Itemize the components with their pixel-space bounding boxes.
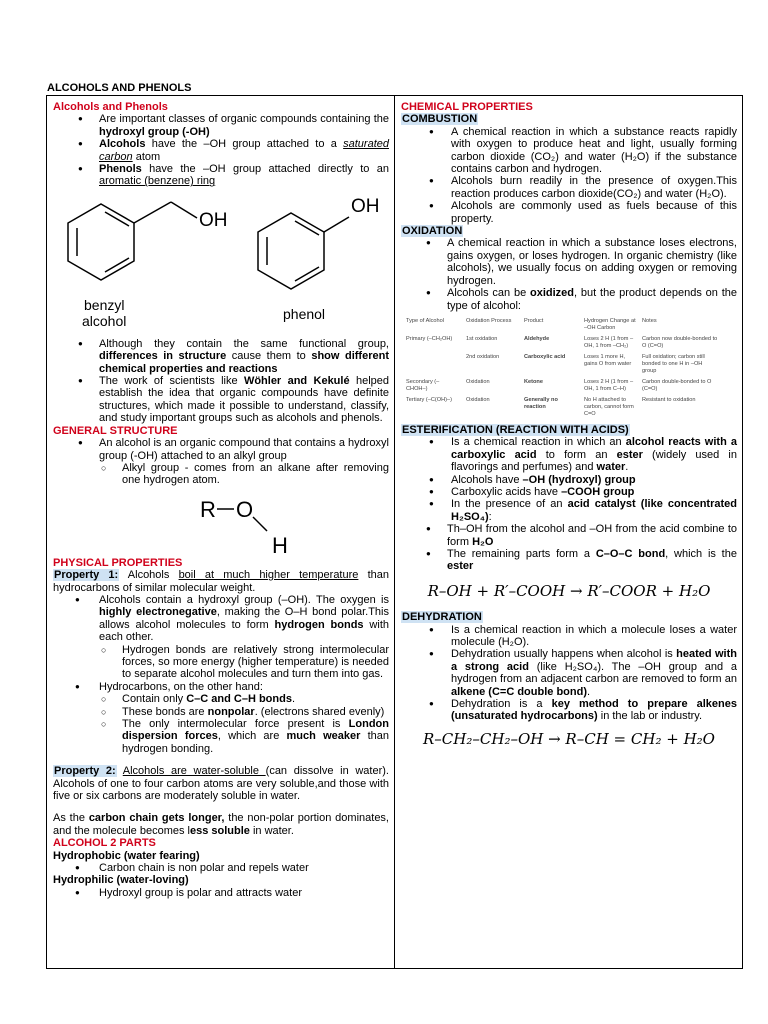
structure-notes-list: [53, 338, 389, 425]
combustion-heading: COMBUSTION: [402, 113, 478, 126]
combustion-list: [401, 126, 737, 225]
property-1-sub-bullet-3: ○ These bonds are nonpolar. (electrons shared evenly): [53, 706, 389, 718]
property-1-list: [53, 594, 389, 755]
table-row: 2nd oxidation Carboxylic acid Loses 1 more H, gains O from water Full oxidation; carbon still bonded to one H in –OH group: [466, 353, 705, 374]
ester-bullet-2: ● Alcohols have –OH (hydroxyl) group: [401, 474, 737, 486]
esterification-equation: R–OH + R′–COOH → R′–COOR + H₂O: [427, 581, 711, 600]
hydrophobic-bullet: ● Carbon chain is non polar and repels water: [53, 862, 389, 874]
ester-sub-bullet-1: ● Th–OH from the alcohol and –OH from the acid combine to form H₂O: [401, 523, 737, 548]
physical-properties-heading: PHYSICAL PROPERTIES: [53, 556, 183, 569]
esterification-list: [401, 436, 737, 572]
benzyl-oh-label: OH: [199, 209, 228, 231]
table-row: Secondary (–CHOH–) Oxidation Ketone Loses 2 H (1 from –OH, 1 from C–H) Carbon double-bonded to O (C=O): [406, 378, 712, 392]
general-structure-heading: GENERAL STRUCTURE: [53, 424, 178, 437]
oxidation-bullet-1: ● A chemical reaction in which a substance loses electrons, gains oxygen, or loses hydrogen. In organic chemistry (like alcohols), we usually focus on adding oxygen or removing hydrogen.: [401, 237, 737, 287]
chemical-properties-heading: CHEMICAL PROPERTIES: [401, 101, 533, 113]
combustion-bullet-2: ● Alcohols burn readily in the presence of oxygen.This reaction produces carbon dioxide(CO₂) and water (H₂O).: [401, 175, 737, 200]
oxidation-table-header: Type of Alcohol Oxidation Process Product Hydrogen Change at –OH Carbon Notes: [406, 317, 657, 331]
benzyl-phenol-structures: [53, 188, 389, 338]
dehydration-bullet-1: ● Is a chemical reaction in which a molecule loses a water molecule (H₂O).: [401, 624, 737, 649]
dehydration-equation: R–CH₂–CH₂–OH → R–CH = CH₂ + H₂O: [423, 729, 715, 748]
column-divider: [394, 96, 395, 968]
structure-bullet-2: ● The work of scientists like Wöhler and Kekulé helped establish the idea that organic compounds have definite structures, which made it possible to understand, classify, and study important groups such as alcohols and phenols.: [53, 375, 389, 425]
combustion-bullet-1: ● A chemical reaction in which a substance reacts rapidly with oxygen to produce heat and light, usually forming carbon dioxide (CO₂) and water (H₂O) if the substance contains carbon and hydrogen.: [401, 126, 737, 176]
general-sub-bullet-1: ○ Alkyl group - comes from an alkane after removing one hydrogen atom.: [53, 462, 389, 487]
alcohol-parts-heading: ALCOHOL 2 PARTS: [53, 837, 156, 850]
property-1-bullet-1: ● Alcohols contain a hydroxyl group (–OH). The oxygen is highly electronegative, making the O–H bond polar.This allows alcohol molecules to form hydrogen bonds with each other.: [53, 594, 389, 644]
oxidation-heading: OXIDATION: [402, 225, 463, 238]
left-column: [53, 101, 389, 899]
h-label: H: [272, 532, 288, 557]
hydrophilic-bullet: ● Hydroxyl group is polar and attracts water: [53, 887, 389, 899]
property-2-chain-note: As the carbon chain gets longer, the non-polar portion dominates, and the molecule becomes less soluble in water.: [53, 812, 389, 837]
phenol-oh-label: OH: [351, 195, 380, 217]
dehydration-list: [401, 624, 737, 723]
intro-list: [53, 113, 389, 187]
property-1-sub-bullet-4: ○ The only intermolecular force present is London dispersion forces, which are much weaker than hydrogen bonding.: [53, 718, 389, 755]
general-bullet-1: ● An alcohol is an organic compound that contains a hydroxyl group (-OH) attached to an alkyl group: [53, 437, 389, 462]
benzyl-label-2: alcohol: [82, 312, 127, 329]
oxidation-list: [401, 237, 737, 311]
property-1-bullet-2: ● Hydrocarbons, on the other hand:: [53, 681, 389, 693]
property-1: Property 1: Alcohols boil at much higher temperature than hydrocarbons of similar molecular weight.: [53, 569, 390, 594]
o-label: O: [236, 496, 254, 522]
structure-bullet-1: ● Although they contain the same functional group, differences in structure cause them to show different chemical properties and reactions: [53, 338, 389, 375]
phenol-label: phenol: [283, 305, 326, 322]
combustion-bullet-3: ● Alcohols are commonly used as fuels because of this property.: [401, 200, 737, 225]
property-1-sub-bullet-1: ○ Hydrogen bonds are relatively strong intermolecular forces, so more energy (higher temperature) is needed to separate alcohol molecules and turn them into gas.: [53, 644, 389, 681]
property-2: Property 2: Alcohols are water-soluble (can dissolve in water). Alcohols of one to four carbon atoms are very soluble,and those with five or six carbons are moderately soluble in water.: [53, 765, 389, 803]
intro-bullet-2: ● Alcohols have the –OH group attached to a saturated carbon atom: [53, 138, 389, 163]
ester-bullet-4: ● In the presence of an acid catalyst (like concentrated H₂SO₄):: [401, 498, 737, 523]
benzyl-label-1: benzyl: [84, 296, 125, 313]
r-label: R: [200, 496, 216, 522]
intro-bullet-3: ● Phenols have the –OH group attached directly to an aromatic (benzene) ring: [53, 163, 389, 188]
benzyl-alcohol-structure: [68, 202, 197, 280]
ester-bullet-1: ● Is a chemical reaction in which an alcohol reacts with a carboxylic acid to form an ester (widely used in flavorings and perfumes) and water.: [401, 436, 737, 473]
notes-frame: [46, 95, 743, 969]
esterification-heading: ESTERIFICATION (REACTION WITH ACIDS): [402, 423, 629, 436]
hydrophilic-heading: Hydrophilic (water-loving): [53, 874, 189, 887]
dehydration-heading: DEHYDRATION: [402, 611, 482, 624]
r-o-h-structure: [53, 487, 389, 557]
ester-sub-bullet-2: ● The remaining parts form a C–O–C bond, which is the ester: [401, 548, 737, 573]
dehydration-bullet-3: ● Dehydration is a key method to prepare alkenes (unsaturated hydrocarbons) in the lab or industry.: [401, 698, 737, 723]
phenol-structure: [258, 213, 349, 289]
property-1-sub-bullet-2: ○ Contain only C–C and C–H bonds.: [53, 693, 389, 705]
intro-heading: Alcohols and Phenols: [53, 101, 168, 113]
right-column: [401, 101, 738, 748]
hydrophobic-heading: Hydrophobic (water fearing): [53, 849, 200, 862]
intro-bullet-1: ● Are important classes of organic compounds containing the hydroxyl group (-OH): [53, 113, 389, 138]
oxidation-table: [403, 316, 721, 420]
page-title: ALCOHOLS AND PHENOLS: [47, 82, 192, 94]
general-structure-list: [53, 437, 389, 487]
table-row: Primary (–CH₂OH) 1st oxidation Aldehyde Loses 2 H (1 from –OH, 1 from –CH₂) Carbon now double-bonded to O (C=O): [406, 335, 718, 349]
table-row: Tertiary (–C(OH)–) Oxidation Generally no reaction No H attached to carbon, cannot form C=O Resistant to oxidation: [406, 396, 696, 417]
oxidation-bullet-2: ● Alcohols can be oxidized, but the product depends on the type of alcohol:: [401, 287, 737, 312]
dehydration-bullet-2: ● Dehydration usually happens when alcohol is heated with a strong acid (like H₂SO₄). The –OH group and a hydrogen from an adjacent carbon are removed to form an alkene (C=C double bond).: [401, 648, 737, 698]
ester-bullet-3: ● Carboxylic acids have –COOH group: [401, 486, 737, 498]
